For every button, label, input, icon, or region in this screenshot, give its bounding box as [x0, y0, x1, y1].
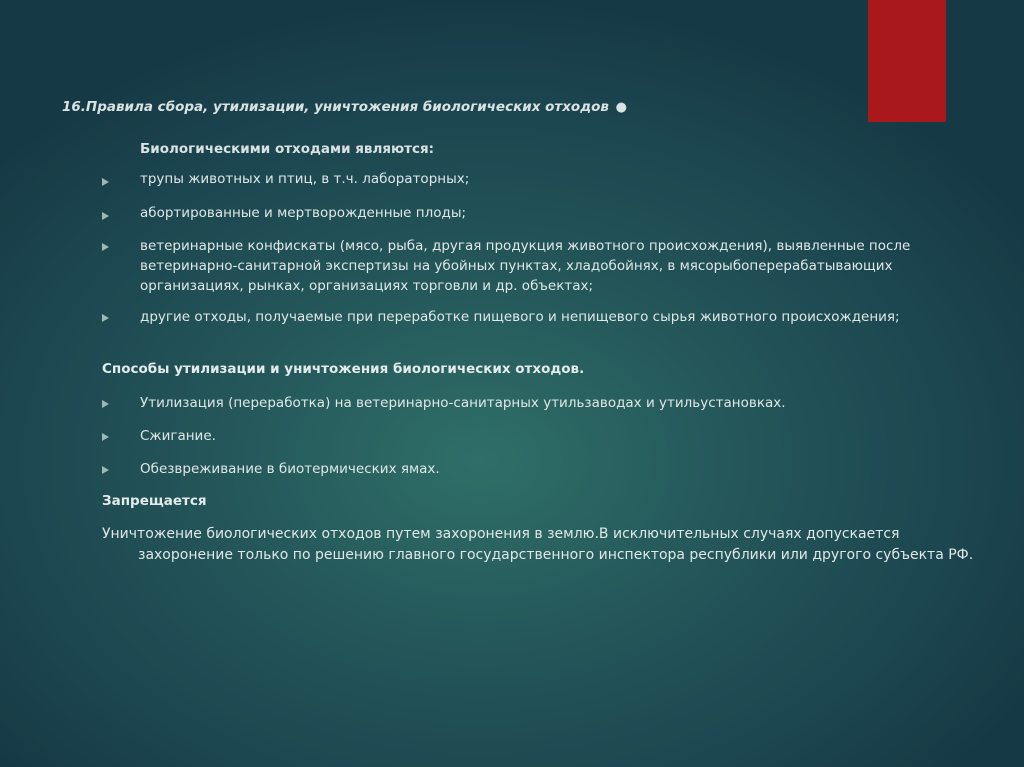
- accent-red-bar: [868, 0, 946, 122]
- method-item-2: Сжигание.: [140, 428, 216, 444]
- method-item-1: Утилизация (переработка) на ветеринарно-санитарных утильзаводах и утильустановках.: [140, 395, 786, 411]
- bullet-arrow-icon: [102, 314, 109, 322]
- bullet-arrow-icon: [102, 212, 109, 220]
- bullet-arrow-icon: [102, 400, 109, 408]
- waste-item-4: другие отходы, получаемые при переработке пищевого и непищевого сырья животного происхождения;: [140, 309, 900, 325]
- slide-title: [62, 99, 842, 115]
- waste-intro: Биологическими отходами являются:: [140, 141, 435, 157]
- waste-item-1: трупы животных и птиц, в т.ч. лабораторных;: [140, 171, 470, 187]
- slide-title-text: 16.Правила сбора, утилизации, уничтожения биологических отходов: [62, 99, 609, 115]
- waste-item-3: ветеринарные конфискаты (мясо, рыба, другая продукция животного происхождения), выявленные после ветеринарно-санитарной экспертизы на убойных пунктах, хладобойнях, в мясорыбоперерабатывающих организациях, рынках, организациях торговли и др. объектах;: [140, 238, 911, 294]
- forbidden-heading: Запрещается: [102, 493, 207, 509]
- title-dot-icon: ●: [615, 100, 627, 115]
- forbidden-text: Уничтожение биологических отходов путем захоронения в землю.В исключительных случаях допускается захоронение только по решению главного государственного инспектора республики или другого субъекта РФ.: [102, 526, 974, 563]
- bullet-arrow-icon: [102, 178, 109, 186]
- bullet-arrow-icon: [102, 433, 109, 441]
- method-item-3: Обезвреживание в биотермических ямах.: [140, 461, 440, 477]
- methods-heading: Способы утилизации и уничтожения биологических отходов.: [102, 361, 585, 377]
- bullet-arrow-icon: [102, 466, 109, 474]
- bullet-arrow-icon: [102, 243, 109, 251]
- waste-item-2: абортированные и мертворожденные плоды;: [140, 205, 467, 221]
